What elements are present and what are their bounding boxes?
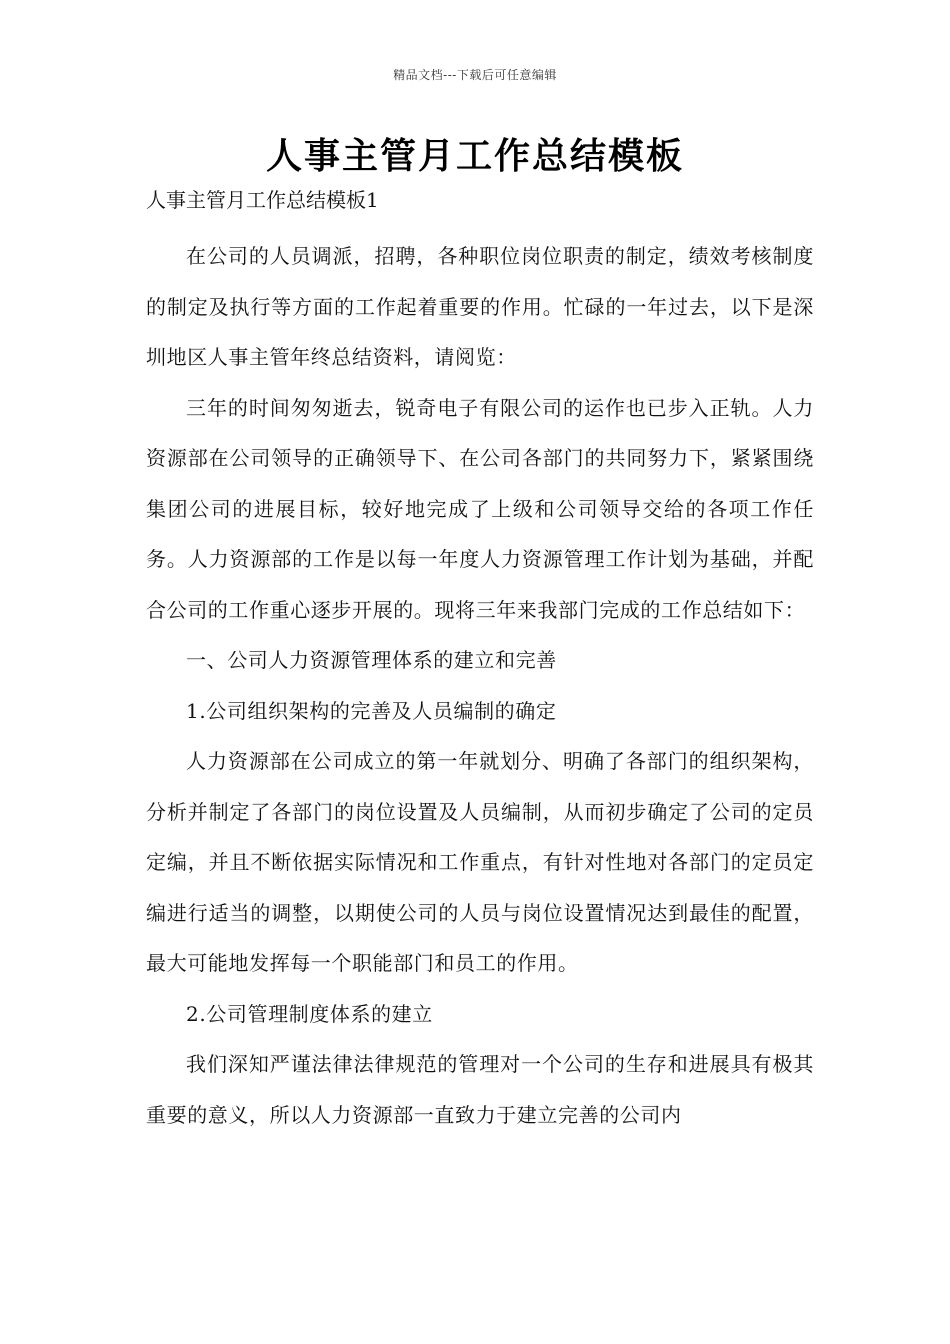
- paragraph-overview: 三年的时间匆匆逝去，锐奇电子有限公司的运作也已步入正轨。人力资源部在公司领导的正确领导下、在公司各部门的共同努力下，紧紧围绕集团公司的进展目标，较好地完成了上级和公司领导交给的各项工作任务。人力资源部的工作是以每一年度人力资源管理工作计划为基础，并配合公司的工作重心逐步开展的。现将三年来我部门完成的工作总结如下：: [146, 395, 814, 622]
- section-heading-1: 一、公司人力资源管理体系的建立和完善: [186, 648, 557, 672]
- paragraph-intro: 在公司的人员调派，招聘，各种职位岗位职责的制定，绩效考核制度的制定及执行等方面的工作起着重要的作用。忙碌的一年过去，以下是深圳地区人事主管年终总结资料，请阅览：: [146, 244, 814, 369]
- document-title: 人事主管月工作总结模板: [265, 136, 684, 177]
- document-body: [146, 180, 814, 1140]
- subsection-heading-2: 2.公司管理制度体系的建立: [186, 1001, 433, 1026]
- paragraph-management-system: 我们深知严谨法律法律规范的管理对一个公司的生存和进展具有极其重要的意义，所以人力资源部一直致力于建立完善的公司内: [146, 1052, 814, 1127]
- section-subtitle: 人事主管月工作总结模板1: [146, 188, 379, 212]
- subsection-heading-1: 1.公司组织架构的完善及人员编制的确定: [186, 698, 557, 723]
- paragraph-org-structure: 人力资源部在公司成立的第一年就划分、明确了各部门的组织架构，分析并制定了各部门的岗位设置及人员编制，从而初步确定了公司的定员定编，并且不断依据实际情况和工作重点，有针对性地对各部门的定员定编进行适当的调整，以期使公司的人员与岗位设置情况达到最佳的配置，最大可能地发挥每一个职能部门和员工的作用。: [146, 749, 814, 975]
- header-note: 精品文档---下载后可任意编辑: [393, 68, 557, 82]
